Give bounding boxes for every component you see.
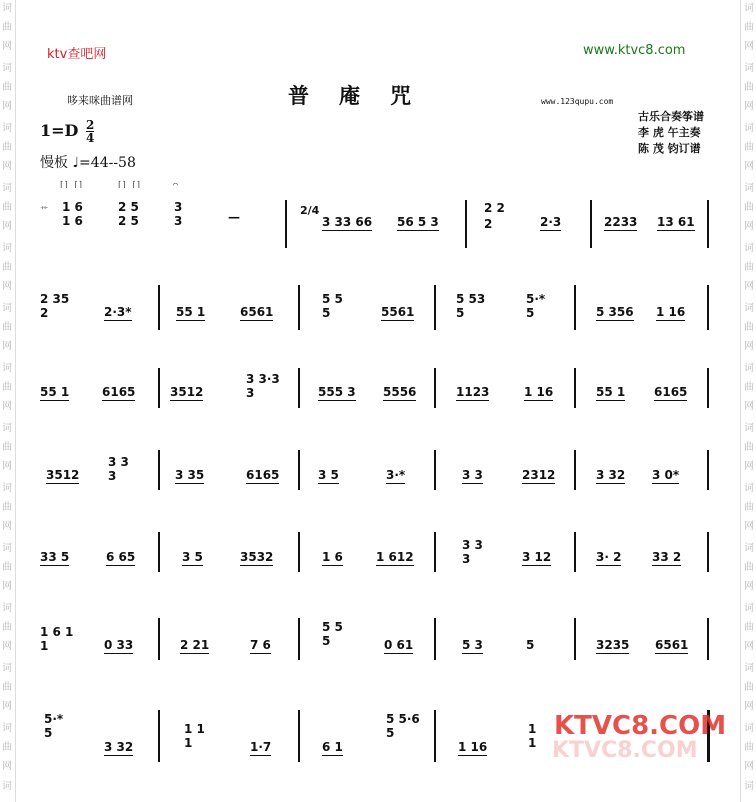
- stacked-note: 2 5: [118, 214, 139, 228]
- stacked-note: 2: [484, 217, 493, 231]
- right-watermark-strip: [742, 0, 756, 802]
- side-char: 曲: [744, 502, 754, 513]
- stacked-note: 3 3·3: [246, 372, 280, 386]
- side-char: 网: [744, 281, 754, 292]
- time-change: 2/4: [300, 204, 320, 217]
- fingering-mark: ⌒: [173, 180, 178, 189]
- note-cell: 6561: [655, 638, 689, 652]
- stacked-note: 1: [528, 736, 537, 750]
- note-cell: [528, 722, 536, 750]
- time-numerator: 2: [86, 118, 95, 132]
- side-char: 曲: [744, 82, 754, 93]
- stacked-note: 3: [246, 386, 255, 400]
- source-url: www.123qupu.com: [541, 97, 614, 106]
- side-char: 网: [2, 701, 12, 712]
- side-char: 曲: [2, 562, 12, 573]
- side-char: 网: [2, 641, 12, 652]
- side-char: 曲: [2, 742, 12, 753]
- ktv-site-link[interactable]: ktv查吧网: [47, 47, 107, 62]
- barline: [707, 450, 709, 490]
- side-char: 曲: [744, 562, 754, 573]
- side-char: 词: [744, 423, 754, 434]
- note-cell: [62, 200, 83, 228]
- barline: [434, 618, 436, 660]
- stacked-note: 5·*: [44, 712, 64, 726]
- side-char: 网: [744, 161, 754, 172]
- note-cell: [108, 455, 129, 483]
- note-cell: 3 35: [175, 468, 205, 482]
- side-char: 曲: [744, 442, 754, 453]
- barline: [434, 532, 436, 572]
- credit-line: 陈 茂 钧订谱: [638, 142, 701, 155]
- ktvc8-site-link[interactable]: www.ktvc8.com: [583, 43, 686, 58]
- time-denominator: 4: [86, 131, 95, 145]
- barline: [158, 618, 160, 660]
- side-char: 网: [744, 761, 754, 772]
- barline: [298, 368, 300, 408]
- barline: [707, 532, 709, 572]
- side-char: 词: [2, 243, 12, 254]
- side-char: 曲: [744, 682, 754, 693]
- note-cell: 5561: [381, 305, 415, 319]
- side-char: 曲: [2, 22, 12, 33]
- side-char: 网: [2, 281, 12, 292]
- side-char: 词: [2, 303, 12, 314]
- stacked-note: 5: [322, 306, 331, 320]
- stacked-note: 5: [526, 306, 535, 320]
- note-cell: [456, 292, 485, 320]
- side-char: 词: [744, 3, 754, 14]
- left-divider: [15, 0, 16, 802]
- side-char: 词: [744, 603, 754, 614]
- stacked-note: 2: [40, 306, 49, 320]
- note-cell: 3 0*: [652, 468, 680, 482]
- stacked-note: 1: [40, 639, 49, 653]
- side-char: 网: [2, 761, 12, 772]
- side-char: 曲: [2, 142, 12, 153]
- stacked-note: 3 3: [108, 455, 129, 469]
- side-char: 网: [744, 221, 754, 232]
- note-cell: 1123: [456, 385, 490, 399]
- side-char: 词: [2, 663, 12, 674]
- note-cell: [322, 620, 343, 648]
- barline: [465, 200, 467, 248]
- barline: [158, 532, 160, 572]
- stacked-note: 5·*: [526, 292, 546, 306]
- side-char: 词: [744, 243, 754, 254]
- note-cell: [322, 292, 343, 320]
- note-cell: [184, 722, 205, 750]
- barline: [158, 710, 160, 762]
- note-cell: 3512: [46, 468, 80, 482]
- side-char: 曲: [2, 682, 12, 693]
- note-cell: [246, 372, 280, 400]
- stacked-note: 5 5: [322, 292, 343, 306]
- right-divider: [740, 0, 741, 802]
- note-cell: 33 5: [40, 550, 70, 564]
- note-cell: 2312: [522, 468, 556, 482]
- stacked-note: 5 53: [456, 292, 486, 306]
- stacked-note: 5: [456, 306, 465, 320]
- note-cell: [44, 712, 63, 740]
- note-cell: 2·3*: [104, 305, 132, 319]
- note-cell: [118, 200, 139, 228]
- stacked-note: 5 5: [322, 620, 343, 634]
- note-cell: 3 3: [462, 468, 483, 482]
- stacked-note: 2 35: [40, 292, 70, 306]
- side-char: 网: [744, 41, 754, 52]
- note-cell: 33 2: [652, 550, 682, 564]
- note-cell: 3 32: [596, 468, 626, 482]
- note-cell: 0 33: [104, 638, 134, 652]
- side-char: 网: [2, 221, 12, 232]
- note-cell: 55 1: [176, 305, 206, 319]
- barline: [707, 200, 709, 248]
- side-char: 词: [2, 123, 12, 134]
- note-cell: 2·3: [540, 215, 562, 229]
- key-signature: [40, 119, 94, 144]
- barline: [574, 368, 576, 408]
- side-char: 词: [2, 363, 12, 374]
- note-cell: 3532: [240, 550, 274, 564]
- note-cell: 555 3: [318, 385, 356, 399]
- note-cell: —: [228, 210, 240, 224]
- side-char: 词: [744, 781, 754, 792]
- note-cell: 1 16: [656, 305, 686, 319]
- stacked-note: 2 2: [484, 201, 505, 215]
- barline: [707, 368, 709, 408]
- side-char: 网: [2, 41, 12, 52]
- note-cell: 3235: [596, 638, 630, 652]
- barline: [298, 285, 300, 330]
- note-cell: [386, 712, 420, 740]
- note-cell: 6165: [246, 468, 280, 482]
- side-char: 网: [744, 461, 754, 472]
- side-char: 网: [2, 581, 12, 592]
- side-char: 曲: [744, 262, 754, 273]
- note-cell: 3 12: [522, 550, 552, 564]
- barline: [707, 618, 709, 660]
- credit-line: 古乐合奏筝谱: [638, 110, 704, 123]
- note-cell: 5556: [383, 385, 417, 399]
- fingering-mark: ⌈⌉ ⌈⌉: [59, 180, 84, 189]
- side-char: 词: [744, 123, 754, 134]
- side-char: 网: [2, 461, 12, 472]
- note-cell: [462, 538, 483, 566]
- note-cell: 55 1: [40, 385, 70, 399]
- side-char: 词: [744, 663, 754, 674]
- note-cell: 3· 2: [596, 550, 622, 564]
- side-char: 词: [2, 723, 12, 734]
- barline: [285, 200, 287, 248]
- note-cell: 6561: [240, 305, 274, 319]
- note-cell: 3512: [170, 385, 204, 399]
- note-cell: 1 612: [376, 550, 414, 564]
- side-char: 曲: [2, 442, 12, 453]
- credits-block: [638, 109, 704, 157]
- side-char: 词: [2, 183, 12, 194]
- side-char: 词: [2, 63, 12, 74]
- side-char: 网: [2, 401, 12, 412]
- ktvc8-logo-watermark: KTVC8.COM: [554, 711, 727, 741]
- side-char: 曲: [744, 322, 754, 333]
- side-char: 网: [2, 521, 12, 532]
- stacked-note: 3: [174, 200, 183, 214]
- barline: [434, 285, 436, 330]
- barline: [574, 285, 576, 330]
- stacked-note: 5: [386, 726, 395, 740]
- barline: [298, 710, 300, 762]
- stacked-note: 1 1: [184, 722, 205, 736]
- note-cell: 13 61: [657, 215, 695, 229]
- note-cell: [40, 625, 73, 653]
- barline: [574, 532, 576, 572]
- stacked-note: 3: [174, 214, 183, 228]
- stacked-note: 1 6: [62, 200, 83, 214]
- stacked-note: 2 5: [118, 200, 139, 214]
- stacked-note: 3 3: [462, 538, 483, 552]
- barline: [434, 710, 436, 762]
- barline: [707, 285, 709, 330]
- note-cell: 3 33 66: [322, 215, 373, 229]
- note-cell: 6165: [102, 385, 136, 399]
- note-cell: 1 16: [458, 740, 488, 754]
- side-char: 网: [744, 341, 754, 352]
- stacked-note: 5: [322, 634, 331, 648]
- stacked-note: 5 5·6: [386, 712, 420, 726]
- side-char: 词: [2, 423, 12, 434]
- side-char: 曲: [2, 202, 12, 213]
- side-char: 网: [744, 701, 754, 712]
- stacked-note: 1: [184, 736, 193, 750]
- note-cell: 6165: [654, 385, 688, 399]
- barline: [298, 618, 300, 660]
- stacked-note: 1: [528, 722, 537, 736]
- note-cell: 1·7: [250, 740, 272, 754]
- note-cell: 5: [526, 638, 535, 652]
- instrument-sign: 艹: [40, 206, 48, 215]
- side-char: 曲: [744, 22, 754, 33]
- barline: [590, 200, 592, 248]
- note-cell: 0 61: [384, 638, 414, 652]
- side-char: 曲: [2, 502, 12, 513]
- source-site-label: 哆来咪曲谱网: [67, 94, 133, 107]
- stacked-note: 1 6: [62, 214, 83, 228]
- fingering-mark: ⌈⌉ ⌈⌉: [117, 180, 142, 189]
- note-cell: 3 5: [318, 468, 339, 482]
- barline: [158, 450, 160, 490]
- side-char: 词: [2, 3, 12, 14]
- side-char: 网: [2, 341, 12, 352]
- barline: [434, 450, 436, 490]
- tempo-marking: 慢板 ♩=44--58: [40, 155, 136, 171]
- side-char: 词: [2, 543, 12, 554]
- side-char: 词: [744, 63, 754, 74]
- side-char: 词: [744, 723, 754, 734]
- side-char: 网: [744, 401, 754, 412]
- side-char: 词: [2, 483, 12, 494]
- time-signature: [86, 119, 94, 144]
- side-char: 词: [744, 483, 754, 494]
- note-cell: 56 5 3: [397, 215, 439, 229]
- side-char: 曲: [2, 82, 12, 93]
- note-cell: 2 21: [180, 638, 210, 652]
- note-cell: 55 1: [596, 385, 626, 399]
- note-cell: [526, 292, 545, 320]
- side-char: 网: [2, 101, 12, 112]
- barline: [298, 532, 300, 572]
- barline: [434, 368, 436, 408]
- note-cell: 1 6: [322, 550, 343, 564]
- side-char: 词: [744, 543, 754, 554]
- note-cell: 3 5: [182, 550, 203, 564]
- note-cell: [484, 200, 505, 232]
- note-cell: 6 1: [322, 740, 343, 754]
- side-char: 曲: [2, 322, 12, 333]
- side-char: 网: [2, 161, 12, 172]
- left-watermark-strip: [0, 0, 14, 802]
- note-cell: [40, 292, 69, 320]
- credit-line: 李 虎 午主奏: [638, 126, 701, 139]
- note-cell: 5 356: [596, 305, 634, 319]
- stacked-note: 3: [108, 469, 117, 483]
- side-char: 曲: [744, 742, 754, 753]
- side-char: 曲: [2, 622, 12, 633]
- side-char: 词: [744, 363, 754, 374]
- side-char: 曲: [744, 622, 754, 633]
- side-char: 曲: [2, 262, 12, 273]
- stacked-note: 5: [44, 726, 53, 740]
- note-cell: 7 6: [250, 638, 271, 652]
- key-label: 1=D: [40, 121, 79, 140]
- barline: [298, 450, 300, 490]
- side-char: 网: [744, 101, 754, 112]
- barline: [158, 285, 160, 330]
- side-char: 曲: [2, 382, 12, 393]
- note-cell: 3 32: [104, 740, 134, 754]
- side-char: 曲: [744, 382, 754, 393]
- side-char: 词: [2, 603, 12, 614]
- note-cell: 1 16: [524, 385, 554, 399]
- note-cell: 5 3: [462, 638, 483, 652]
- note-cell: [174, 200, 182, 228]
- side-char: 网: [744, 581, 754, 592]
- note-cell: 2233: [604, 215, 638, 229]
- side-char: 曲: [744, 202, 754, 213]
- score-title: 普庵咒: [288, 83, 441, 108]
- ktvc8-logo-reflection: KTVC8.COM: [552, 738, 698, 763]
- note-cell: 3·*: [386, 468, 406, 482]
- side-char: 曲: [744, 142, 754, 153]
- side-char: 词: [2, 781, 12, 792]
- barline: [574, 450, 576, 490]
- note-cell: 6 65: [106, 550, 136, 564]
- side-char: 词: [744, 183, 754, 194]
- barline: [574, 618, 576, 660]
- barline: [158, 368, 160, 408]
- side-char: 词: [744, 303, 754, 314]
- side-char: 网: [744, 521, 754, 532]
- stacked-note: 1 6 1: [40, 625, 74, 639]
- side-char: 网: [744, 641, 754, 652]
- stacked-note: 3: [462, 552, 471, 566]
